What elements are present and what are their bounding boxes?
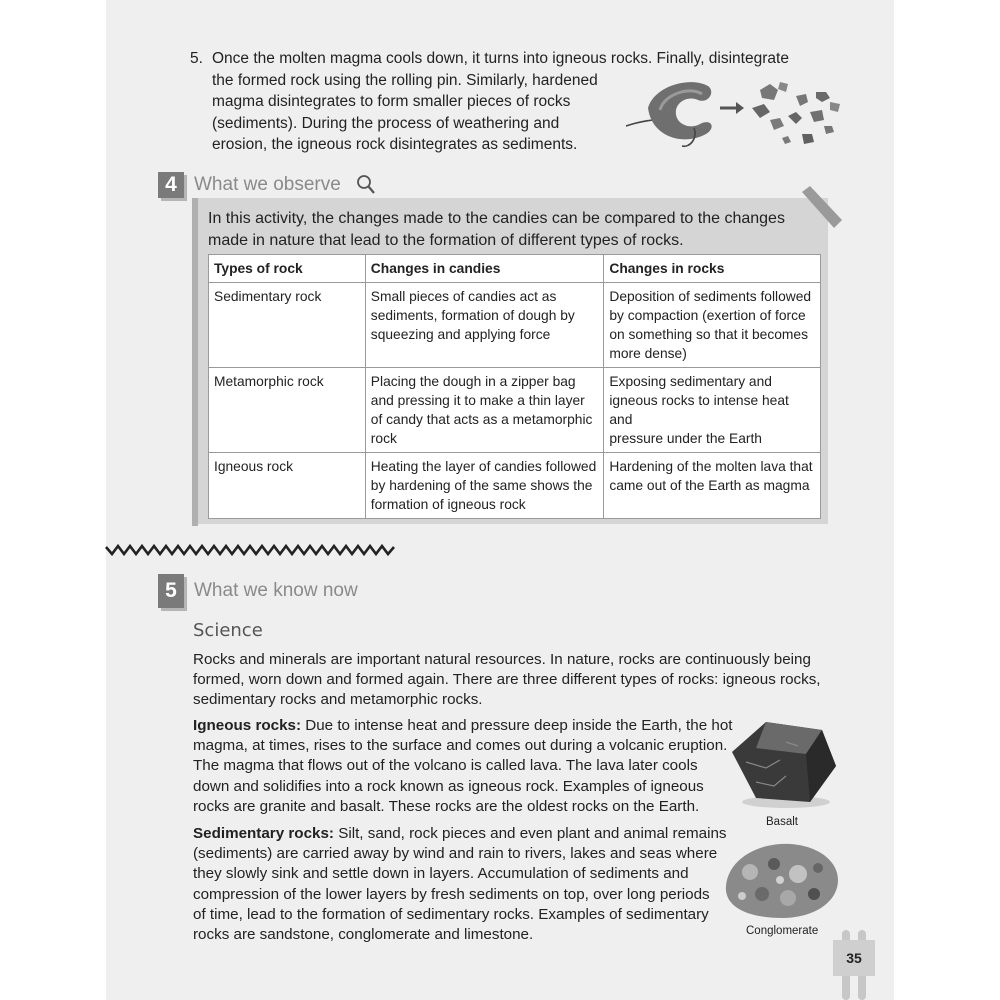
- sedimentary-label: Sedimentary rocks:: [193, 825, 334, 842]
- basalt-image: [726, 712, 840, 812]
- table-row: [209, 283, 821, 368]
- step-line: (sediments). During the process of weathering and: [212, 114, 560, 132]
- para-line: rocks are sandstone, conglomerate and limestone.: [193, 926, 534, 944]
- intro-line: made in nature that lead to the formation of different types of rocks.: [208, 232, 684, 249]
- table-header-row: [209, 255, 821, 283]
- para-line: compression of the lower layers by fresh sediments on top, over long periods: [193, 885, 710, 903]
- section-title: What we observe: [194, 174, 341, 195]
- rock-type-cell: Igneous rock: [209, 453, 366, 519]
- zigzag-divider: [104, 543, 396, 557]
- table-row: [209, 368, 821, 453]
- rocks-cell: Deposition of sediments followed by compaction (exertion of force on something so that it becomes more dense): [604, 283, 821, 368]
- magnifier-icon: [355, 173, 377, 197]
- rocks-cell: Hardening of the molten lava that came out of the Earth as magma: [604, 453, 821, 519]
- para-line: magma, at times, rises to the surface and comes out during a volcanic eruption.: [193, 737, 728, 755]
- intro-line: In this activity, the changes made to the candies can be compared to the changes: [208, 210, 785, 227]
- para-line: The magma that flows out of the volcano is called lava. The lava later cools: [193, 757, 698, 775]
- igneous-label: Igneous rocks:: [193, 717, 302, 734]
- section-number: 5: [158, 574, 184, 608]
- candies-cell: Heating the layer of candies followed by hardening of the same shows the formation of igneous rock: [365, 453, 604, 519]
- header-cell: Changes in rocks: [604, 255, 821, 283]
- para-line: of time, lead to the formation of sedimentary rocks. Examples of sedimentary: [193, 905, 709, 923]
- table-row: [209, 453, 821, 519]
- sedimentary-paragraph: [193, 824, 733, 945]
- para-line: Due to intense heat and pressure deep inside the Earth, the hot: [301, 717, 733, 734]
- candies-cell: Small pieces of candies act as sediments, formation of dough by squeezing and applying force: [365, 283, 604, 368]
- header-cell: Types of rock: [209, 255, 366, 283]
- rock-type-cell: Metamorphic rock: [209, 368, 366, 453]
- step-line: erosion, the igneous rock disintegrates as sediments.: [212, 136, 578, 153]
- section-number: 4: [158, 172, 184, 198]
- rocks-cell: Exposing sedimentary and igneous rocks to intense heat and pressure under the Earth: [604, 368, 821, 453]
- subject-heading: Science: [193, 620, 263, 641]
- para-line: formed, worn down and formed again. There are three different types of rocks: igneous rocks,: [193, 671, 821, 689]
- para-line: they slowly sink and settle down in layers. Accumulation of sediments and: [193, 865, 689, 883]
- para-line: (sediments) are carried away by wind and rain to rivers, lakes and seas where: [193, 845, 718, 863]
- page-number: 35: [833, 940, 875, 976]
- rock-type-cell: Sedimentary rock: [209, 283, 366, 368]
- step-line: magma disintegrates to form smaller pieces of rocks: [212, 93, 571, 110]
- candies-cell: Placing the dough in a zipper bag and pressing it to make a thin layer of candy that acts as a metamorphic rock: [365, 368, 604, 453]
- observation-table: [208, 254, 821, 519]
- magma-illustration: [620, 68, 850, 158]
- step-line: the formed rock using the rolling pin. Similarly, hardened: [212, 71, 598, 89]
- para-line: Silt, sand, rock pieces and even plant and animal remains: [333, 825, 727, 842]
- para-line: sedimentary rocks and metamorphic rocks.: [193, 691, 483, 709]
- conglomerate-image: [722, 838, 842, 922]
- intro-paragraph: [193, 650, 833, 711]
- panel-edge: [192, 198, 198, 526]
- conglomerate-caption: Conglomerate: [746, 925, 819, 937]
- header-cell: Changes in candies: [365, 255, 604, 283]
- section-title: What we know now: [194, 580, 358, 601]
- section-5-heading: [158, 574, 358, 608]
- observe-intro: [208, 208, 828, 252]
- igneous-paragraph: [193, 716, 733, 817]
- para-line: rocks are granite and basalt. These rocks are the oldest rocks on the Earth.: [193, 797, 700, 815]
- step-number: 5.: [190, 50, 203, 67]
- para-line: Rocks and minerals are important natural resources. In nature, rocks are continuously being: [193, 651, 811, 668]
- basalt-caption: Basalt: [766, 816, 798, 828]
- step-line: Once the molten magma cools down, it turns into igneous rocks. Finally, disintegrate: [212, 50, 789, 67]
- para-line: down and solidifies into a rock known as igneous rock. Examples of igneous: [193, 777, 704, 795]
- section-4-heading: [158, 172, 377, 198]
